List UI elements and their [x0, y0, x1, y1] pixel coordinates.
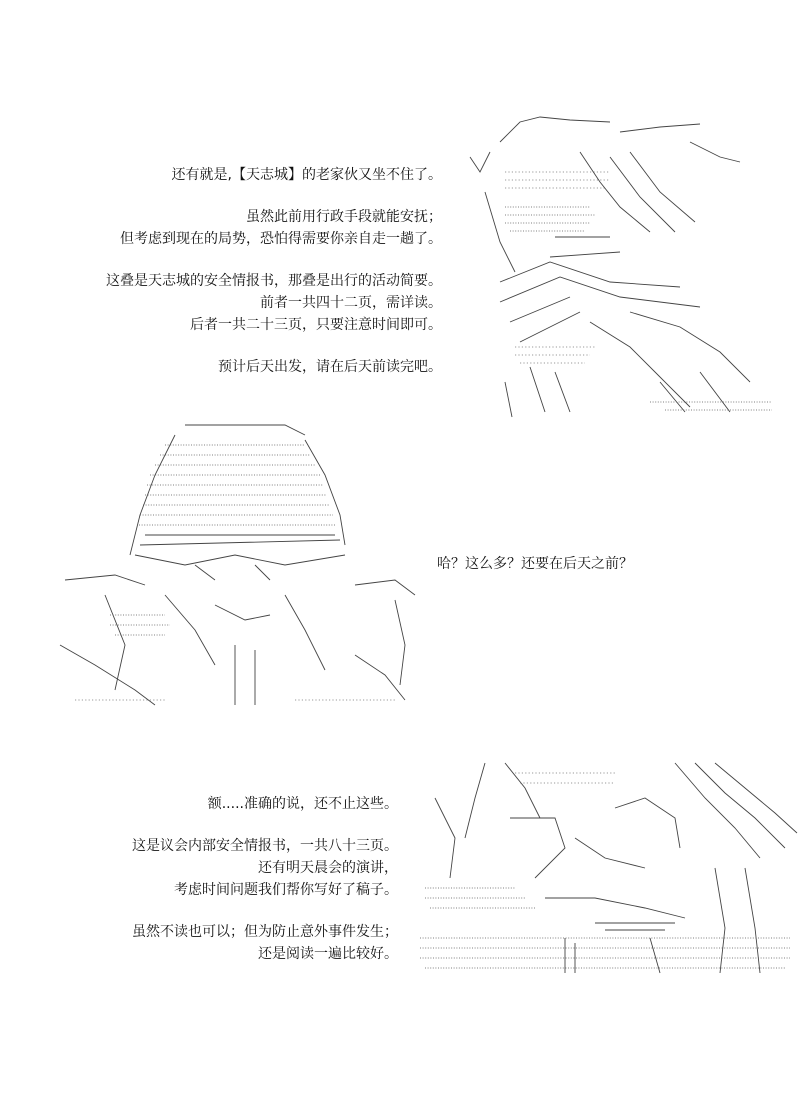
- dialog-spacer: [132, 901, 398, 921]
- dialog-spacer: [106, 336, 442, 356]
- dialog-line: 前者一共四十二页，需详读。: [260, 295, 442, 311]
- dialog-line: 后者一共二十三页，只要注意时间即可。: [190, 317, 442, 333]
- dialog-line: 这是议会内部安全情报书，一共八十三页。: [132, 838, 398, 854]
- ascii-art-document-stack: [415, 758, 800, 978]
- dialog-line: 虽然不读也可以；但为防止意外事件发生；: [132, 924, 398, 940]
- dialog-block-1: [106, 164, 442, 378]
- dialog-spacer: [106, 250, 442, 270]
- ascii-art-character-profile: [460, 112, 780, 422]
- dialog-spacer: [106, 186, 442, 206]
- dialog-line: 哈？这么多？还要在后天之前？: [437, 556, 633, 572]
- dialog-line: 预计后天出发，请在后天前读完吧。: [218, 359, 442, 375]
- dialog-spacer: [132, 815, 398, 835]
- ascii-art-hooded-figure: [55, 415, 425, 715]
- dialog-line: 还有明天晨会的演讲，: [258, 860, 398, 876]
- dialog-line: 虽然此前用行政手段就能安抚；: [246, 209, 442, 225]
- dialog-block-2: [437, 553, 633, 575]
- dialog-line: 但考虑到现在的局势，恐怕得需要你亲自走一趟了。: [120, 231, 442, 247]
- dialog-line: 还有就是,【天志城】的老家伙又坐不住了。: [171, 167, 442, 183]
- dialog-line: 还是阅读一遍比较好。: [258, 946, 398, 962]
- dialog-block-3: [132, 793, 398, 965]
- dialog-line: 额.....准确的说，还不止这些。: [207, 796, 398, 812]
- dialog-line: 这叠是天志城的安全情报书，那叠是出行的活动简要。: [106, 273, 442, 289]
- dialog-line: 考虑时间问题我们帮你写好了稿子。: [174, 882, 398, 898]
